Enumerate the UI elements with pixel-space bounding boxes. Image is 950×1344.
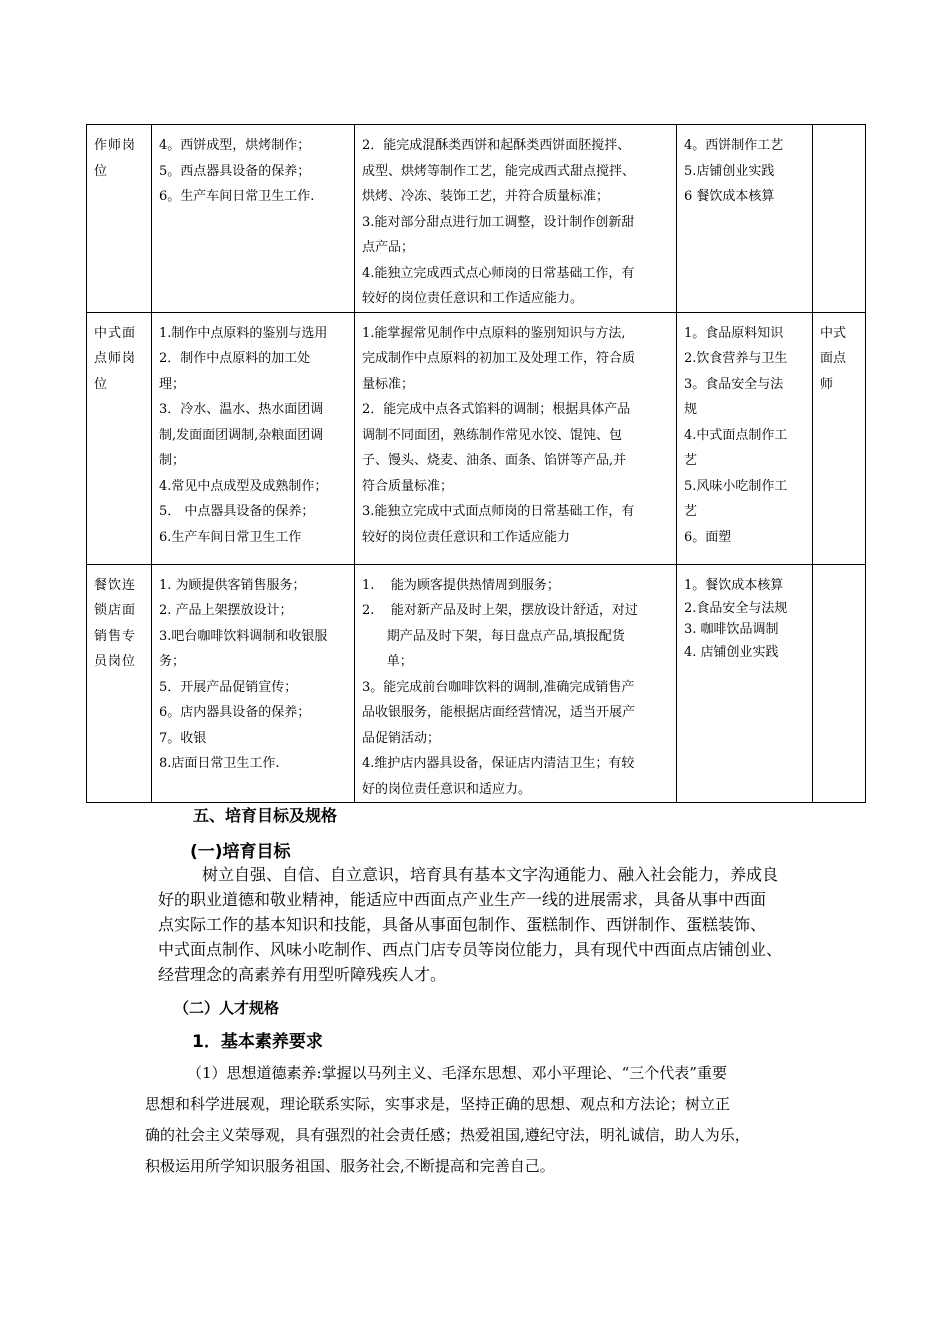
course-line: 3。食品安全与法 (684, 376, 784, 392)
role-line: 锁店面 (94, 603, 137, 618)
task-line: 5。西点器具设备的保养； (159, 163, 311, 179)
ability-line: 调制不同面团，熟练制作常见水饺、馄饨、包 (362, 427, 623, 443)
paragraph-line: 思想和科学进展观，理论联系实际，实事求是，坚持正确的思想、观点和方法论；树立正 (145, 1095, 731, 1113)
table-row (87, 312, 866, 564)
ability-line: 完成制作中点原料的初加工及处理工作，符合质 (362, 351, 636, 366)
course-line: 4. 店铺创业实践 (684, 645, 779, 660)
curriculum-table (86, 124, 866, 803)
ability-line: 烘烤、冷冻、装饰工艺，并符合质量标准； (362, 189, 610, 204)
role-line: 中式面 (94, 325, 137, 341)
ability-line: 3。能完成前台咖啡饮料的调制,准确完成销售产 (362, 679, 635, 695)
ability-line: 期产品及时下架，每日盘点产品,填报配货 (362, 628, 625, 644)
task-line: 1.制作中点原料的鉴别与选用 (159, 325, 328, 341)
task-line: 8.店面日常卫生工作. (159, 756, 280, 771)
elective-cell (813, 125, 866, 313)
course-line: 艺 (684, 453, 698, 468)
abilities-cell (355, 125, 677, 313)
elective-cell (813, 564, 866, 803)
ability-line: 4.维护店内器具设备，保证店内清洁卫生；有较 (362, 756, 635, 771)
subsection-heading-specs: （二）人才规格 (174, 999, 280, 1017)
task-line: 制； (159, 453, 186, 468)
ability-line: 较好的岗位责任意识和工作适应能力。 (362, 291, 584, 306)
task-line: 1. 为顾提供客销售服务； (159, 577, 306, 593)
course-line: 4.中式面点制作工 (684, 427, 788, 443)
course-line: 4。西饼制作工艺 (684, 138, 784, 153)
courses-cell (677, 564, 813, 803)
subsection-heading-goals: (一)培育目标 (190, 842, 291, 862)
ability-line: 2．能完成混酥类西饼和起酥类西饼面胚搅拌、 (362, 138, 631, 153)
task-line: 2. 产品上架摆放设计； (159, 603, 293, 618)
role-line: 餐饮连 (94, 577, 137, 593)
paragraph-line: 经营理念的高素养有用型听障残疾人才。 (158, 965, 447, 984)
task-line: 4。西饼成型，烘烤制作； (159, 138, 311, 153)
ability-line: 符合质量标准； (362, 478, 454, 494)
paragraph-line: 确的社会主义荣辱观，具有强烈的社会责任感；热爱祖国,遵纪守法，明礼诚信，助人为乐， (145, 1126, 750, 1144)
role-line: 位 (94, 163, 109, 179)
ability-line: 品促销活动； (362, 730, 441, 746)
abilities-cell (355, 564, 677, 803)
role-line: 员岗位 (94, 654, 137, 669)
course-line: 2.食品安全与法规 (684, 601, 788, 616)
ability-line: 量标准； (362, 376, 415, 392)
course-line: 3. 咖啡饮品调制 (684, 622, 779, 637)
task-line: 5．开展产品促销宣传； (159, 679, 298, 695)
role-cell (87, 312, 152, 564)
tasks-cell (152, 312, 355, 564)
role-line: 位 (94, 376, 109, 392)
task-line: 制,发面面团调制,杂粮面团调 (159, 427, 324, 443)
ability-line: 1.能掌握常见制作中点原料的鉴别知识与方法, (362, 325, 626, 341)
tasks-cell (152, 564, 355, 803)
paragraph-line: 树立自强、自信、自立意识，培育具有基本文字沟通能力、融入社会能力，养成良 (202, 865, 779, 884)
course-line: 2.饮食营养与卫生 (684, 351, 788, 366)
task-line: 4.常见中点成型及成熟制作； (159, 478, 328, 494)
courses-cell (677, 125, 813, 313)
paragraph-line: 点实际工作的基本知识和技能，具备从事面包制作、蛋糕制作、西饼制作、蛋糕装饰、 (158, 915, 767, 934)
task-line: 7。收银 (159, 730, 207, 746)
course-line: 规 (684, 402, 698, 417)
task-line: 2．制作中点原料的加工处 (159, 351, 311, 366)
tasks-cell (152, 125, 355, 313)
task-line: 务； (159, 654, 186, 669)
elective-line: 面点 (820, 351, 847, 366)
role-line: 作师岗 (94, 138, 137, 153)
role-cell (87, 125, 152, 313)
task-line: 3．冷水、温水、热水面团调 (159, 402, 324, 417)
goals-paragraph (158, 862, 818, 987)
task-line: 理； (159, 376, 186, 392)
ability-line: 品收银服务，能根据店面经营情况，适当开展产 (362, 705, 636, 720)
course-line: 5.风味小吃制作工 (684, 478, 788, 494)
elective-line: 师 (820, 376, 834, 392)
task-line: 3.吧台咖啡饮料调制和收银服 (159, 628, 328, 644)
course-line: 1。食品原料知识 (684, 325, 784, 341)
task-line: 5． 中点器具设备的保养； (159, 504, 315, 519)
course-line: 6 餐饮成本核算 (684, 189, 775, 204)
table-row (87, 125, 866, 313)
ability-line: 单； (362, 654, 413, 669)
ability-line: 子、馒头、烧麦、油条、面条、馅饼等产品,并 (362, 453, 627, 468)
ability-line: 2. 能对新产品及时上架，摆放设计舒适，对过 (362, 603, 638, 618)
ethics-paragraph (145, 1058, 845, 1182)
courses-cell (677, 312, 813, 564)
ability-line: 好的岗位责任意识和适应力。 (362, 781, 532, 797)
ability-line: 2．能完成中点各式馅料的调制；根据具体产品 (362, 402, 631, 417)
course-line: 艺 (684, 504, 698, 519)
ability-line: 3.能对部分甜点进行加工调整，设计制作创新甜 (362, 214, 635, 230)
task-line: 6.生产车间日常卫生工作 (159, 529, 302, 545)
table-row (87, 564, 866, 803)
section-heading: 五、培育目标及规格 (193, 806, 338, 825)
course-line: 5.店铺创业实践 (684, 163, 775, 179)
ability-line: 较好的岗位责任意识和工作适应能力 (362, 529, 571, 545)
ability-line: 成型、烘烤等制作工艺，能完成西式甜点搅拌、 (362, 163, 636, 179)
elective-cell (813, 312, 866, 564)
abilities-cell (355, 312, 677, 564)
task-line: 6。生产车间日常卫生工作. (159, 189, 315, 204)
role-line: 点师岗 (94, 351, 137, 366)
paragraph-line: 中式面点制作、风味小吃制作、西点门店专员等岗位能力，具有现代中西面点店铺创业、 (158, 940, 783, 959)
ability-line: 3.能独立完成中式面点师岗的日常基础工作，有 (362, 504, 635, 519)
elective-line: 中式 (820, 325, 847, 341)
ability-line: 4.能独立完成西式点心师岗的日常基础工作，有 (362, 265, 635, 281)
course-line: 6。面塑 (684, 529, 732, 545)
paragraph-line: （1）思想道德素养:掌握以马列主义、毛泽东思想、邓小平理论、“三个代表”重要 (187, 1064, 727, 1082)
role-line: 销售专 (94, 628, 137, 644)
paragraph-line: 好的职业道德和敬业精神，能适应中西面点产业生产一线的进展需求，具备从事中西面 (158, 890, 767, 909)
paragraph-line: 积极运用所学知识服务祖国、服务社会,不断提高和完善自己。 (145, 1157, 555, 1175)
ability-line: 点产品； (362, 240, 415, 255)
course-line: 1。餐饮成本核算 (684, 577, 784, 593)
task-line: 6。店内器具设备的保养； (159, 705, 311, 720)
subsection-heading-basic: 1．基本素养要求 (192, 1032, 323, 1052)
ability-line: 1. 能为顾客提供热情周到服务； (362, 577, 560, 593)
role-cell (87, 564, 152, 803)
